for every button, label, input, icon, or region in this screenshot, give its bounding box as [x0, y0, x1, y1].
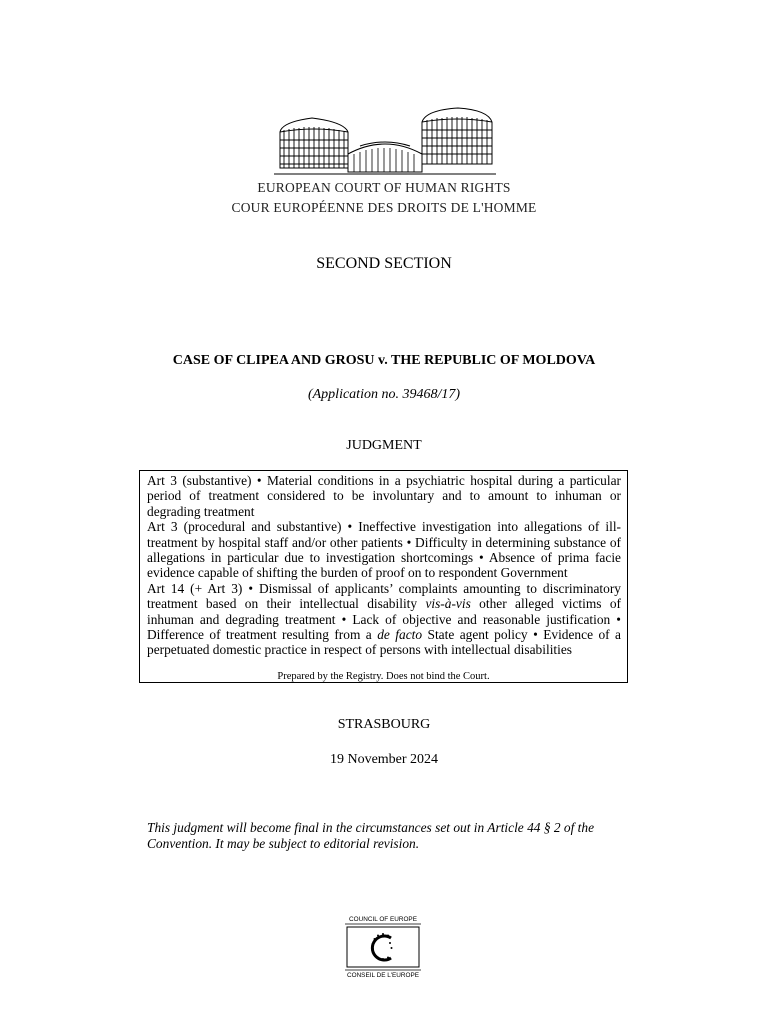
summary-italic-term: de facto — [377, 627, 423, 643]
council-of-europe-logo-icon — [341, 914, 425, 978]
application-number: (Application no. 39468/17) — [307, 387, 461, 402]
summary-box — [139, 470, 628, 683]
summary-paragraph-2: Art 3 (procedural and substantive) • Ineffective investigation into allegations of ill-treatment by hospital staff and/or other patients • Difficulty in determining substance of allegations in particular due to investigation shortcomings • Absence of prima facie evidence capable of shifting the burden of proof on to respondent Government — [147, 519, 621, 581]
court-name-en: EUROPEAN COURT OF HUMAN RIGHTS — [257, 180, 511, 195]
summary-text: State agent policy • Evidence of a perpetuated domestic practice in respect of persons with intellectual disabilities — [147, 627, 621, 658]
registry-note: Prepared by the Registry. Does not bind the Court. — [277, 671, 490, 682]
case-title: CASE OF CLIPEA AND GROSU v. THE REPUBLIC OF MOLDOVA — [172, 353, 596, 368]
summary-italic-term: vis-à-vis — [425, 596, 471, 612]
section-heading: SECOND SECTION — [316, 255, 452, 272]
judgment-date: 19 November 2024 — [329, 752, 439, 767]
document-type: JUDGMENT — [346, 438, 422, 453]
finality-note: This judgment will become final in the circumstances set out in Article 44 § 2 of the Convention. It may be subject to editorial revision. — [147, 820, 595, 851]
summary-paragraph-1: Art 3 (substantive) • Material conditions in a psychiatric hospital during a particular period of treatment considered to be involuntary and to amount to inhuman or degrading treatment — [147, 473, 621, 519]
summary-text: Art 14 (+ Art 3) • Dismissal of applicants’ complaints amounting to discriminatory treatment based on their intellectual disability — [147, 580, 621, 612]
court-building-icon — [274, 104, 496, 180]
summary-text: other alleged victims of inhuman and degrading treatment • Lack of objective and reasonable justification • Difference of treatment resulting from a — [147, 596, 621, 643]
coe-bottom-text: CONSEIL DE L'EUROPE — [346, 972, 420, 978]
city: STRASBOURG — [337, 717, 431, 732]
summary-paragraph-3 — [147, 581, 621, 658]
coe-top-text: COUNCIL OF EUROPE — [349, 916, 417, 923]
court-name-fr: COUR EUROPÉENNE DES DROITS DE L'HOMME — [231, 200, 537, 215]
